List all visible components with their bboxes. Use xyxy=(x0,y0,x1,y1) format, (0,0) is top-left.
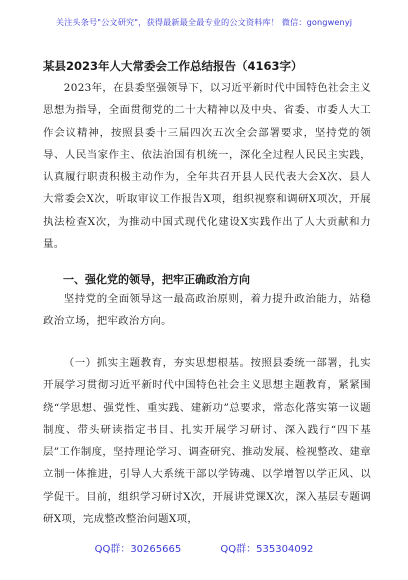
header-banner: 关注头条号"公文研究"，获得最新最全最专业的公文资料库！ 微信：gongwenyj xyxy=(55,17,353,27)
document-title: 某县2023年人大常委会工作总结报告（4163字） xyxy=(43,59,303,73)
section-intro-paragraph: 坚持党的全面领导这一最高政治原则，着力提升政治能力，站稳政治立场，把牢政治方向。 xyxy=(43,293,371,328)
footer-contact xyxy=(0,540,408,555)
footer-qq-group-2: QQ群：535304092 xyxy=(220,544,314,555)
intro-paragraph: 2023年，在县委坚强领导下，以习近平新时代中国特色社会主义思想为指导，全面贯彻党的二十大精神以及中央、省委、市委人大工作会议精神，按照县委十三届四次五次全会部署要求，坚持党的领导、人民当家作主、依法治国有机统一，深化全过程人民民主实践，认真履行职责积极主动作为，全年共召开县人民代表大会X次、县人大常委会X次，听取审议工作报告X项，组织视察和调研X项次，开展执法检查X次，为推动中国式现代化建设X实践作出了人大贡献和力量。 xyxy=(43,82,371,251)
section-item-paragraph: （一）抓实主题教育，夯实思想根基。按照县委统一部署，扎实开展学习贯彻习近平新时代中国特色社会主义思想主题教育，紧紧围绕“学思想、强党性、重实践、建新功”总要求，常态化落实第一议题制度、带头研读指定书目、扎实开展学习研讨、深入践行“四下基层”工作制度，坚持理论学习、调查研究、推动发展、检视整改、建章立制一体推进，引导人大系统干部以学铸魂、以学增智以学正风、以学促干。目前，组织学习研讨X次，开展讲党课X次，深入基层专题调研X项，完成整改整治问题X项， xyxy=(43,357,371,526)
footer-qq-group-1: QQ群：30265665 xyxy=(94,544,182,555)
section-heading: 一、强化党的领导，把牢正确政治方向 xyxy=(63,273,250,286)
